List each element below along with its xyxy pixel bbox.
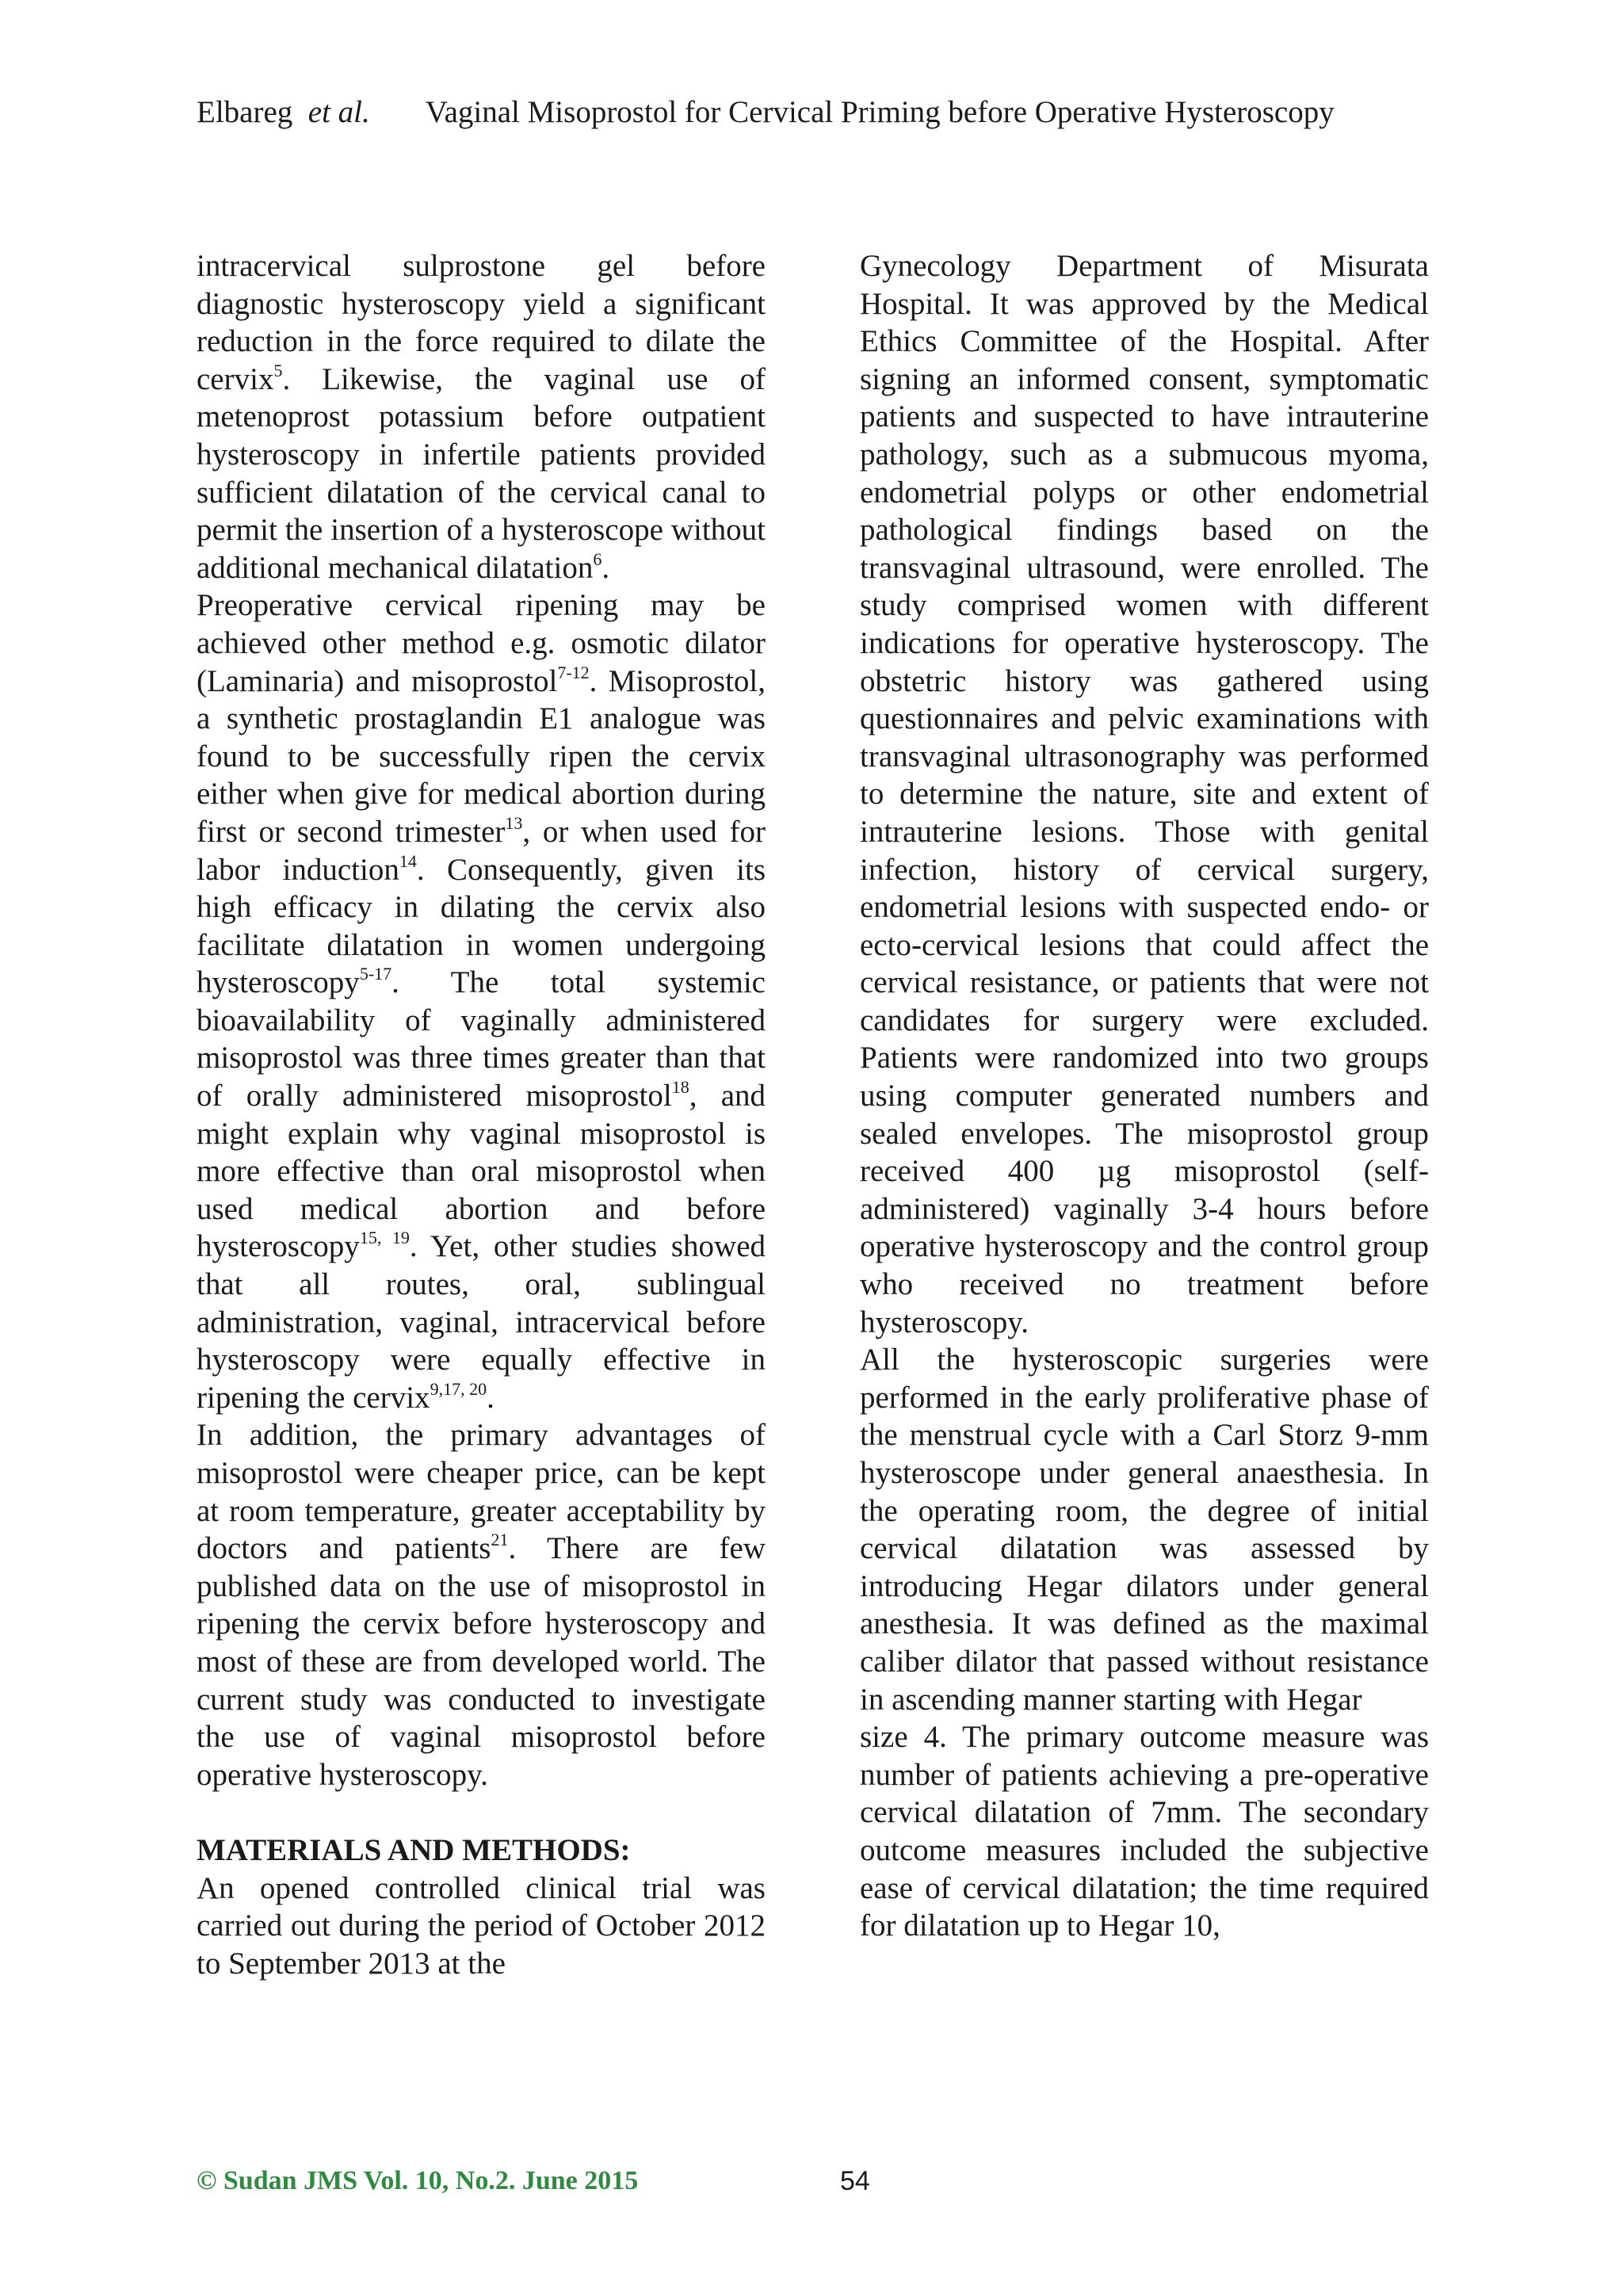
header-authors: Elbareg et al. [197,95,370,129]
citation: 7-12 [557,662,590,682]
citation: 5-17 [359,964,392,984]
running-header [197,94,1433,132]
right-paragraph-2: All the hysteroscopic surgeries were performed in the early proliferative phase of the menstrual cycle with a Carl Storz 9-mm hysteroscope under general anaesthesia. In the operating room, the degree of initial cervical dilatation was assessed by introducing Hegar dilators under general anesthesia. It was defined as the maximal caliber dilator that passed without resistance in ascending manner starting with Hegar [860,1343,1429,1717]
page-number: 54 [840,2166,870,2196]
citation: 5 [273,360,283,380]
header-title: Vaginal Misoprostol for Cervical Priming before Operative Hysteroscopy [425,95,1335,129]
citation: 9,17, 20 [430,1378,487,1399]
citation: 13 [505,812,523,833]
left-column [197,247,766,1982]
right-paragraph-2-continued: size 4. The primary outcome measure was number of patients achieving a pre-operative cervical dilatation of 7mm. The secondary outcome measures included the subjective ease of cervical dilatation; the time required for dilatation up to Hegar 10, [860,1720,1429,1943]
citation: 14 [399,850,417,871]
left-paragraph-3: In addition, the primary advantages of misoprostol were cheaper price, can be kept at room temperature, greater acceptability by doctors and patients$^{21}$. There are few published data on the use of misoprostol in ripening the cervix before hysteroscopy and most of these are from developed world. The current study was conducted to investigate the use of vaginal misoprostol before operative hysteroscopy. [197,1418,766,1792]
citation: 18 [671,1077,689,1098]
section-heading: MATERIALS AND METHODS: [197,1832,631,1867]
left-paragraph-2: Preoperative cervical ripening may be achieved other method e.g. osmotic dilator (Laminaria) and misoprostol$^{7-12}$. Misoprostol, a synthetic prostaglandin E1 analogue was found to be successfully ripen the cervix either when give for medical abortion during first or second trimester$^{13}$, or when used for labor induction$^{14}$. Consequently, given its high efficacy in dilating the cervix also facilitate dilatation in women undergoing hysteroscopy$^{5-17}$. The total systemic bioavailability of vaginally administered misoprostol was three times greater than that of orally administered misoprostol$^{18}$, and might explain why vaginal misoprostol is more effective than oral misoprostol when used medical abortion and before hysteroscopy$^{15, 19}$. Yet, other studies showed that all routes, oral, sublingual administration, vaginal, intracervical before hysteroscopy were equally effective in ripening the cervix$^{9,17, 20}$. [197,588,766,1415]
citation: 15, 19 [359,1228,410,1248]
right-column [860,247,1429,1945]
citation: 21 [491,1530,509,1550]
journal-footer: © Sudan JMS Vol. 10, No.2. June 2015 [197,2166,639,2195]
right-paragraph-1: Gynecology Department of Misurata Hospital. It was approved by the Medical Ethics Committee of the Hospital. After signing an informed consent, symptomatic patients and suspected to have intrauterine pathology, such as a submucous myoma, endometrial polyps or other endometrial pathological findings based on the transvaginal ultrasound, were enrolled. The study comprised women with different indications for operative hysteroscopy. The obstetric history was gathered using questionnaires and pelvic examinations with transvaginal ultrasonography was performed to determine the nature, site and extent of intrauterine lesions. Those with genital infection, history of cervical surgery, endometrial lesions with suspected endo- or ecto-cervical lesions that could affect the cervical resistance, or patients that were not candidates for surgery were excluded. Patients were randomized into two groups using computer generated numbers and sealed envelopes. The misoprostol group received 400 µg misoprostol (self-administered) vaginally 3-4 hours before operative hysteroscopy and the control group who received no treatment before hysteroscopy. [860,249,1429,1339]
citation: 6 [593,548,602,569]
left-paragraph-4: An opened controlled clinical trial was carried out during the period of October 2012 to September 2013 at the [197,1870,766,1981]
left-paragraph-1: intracervical sulprostone gel before diagnostic hysteroscopy yield a significant reduction in the force required to dilate the cervix$^5$. Likewise, the vaginal use of metenoprost potassium before outpatient hysteroscopy in infertile patients provided sufficient dilatation of the cervical canal to permit the insertion of a hysteroscope without additional mechanical dilatation$^6$. [197,249,766,585]
